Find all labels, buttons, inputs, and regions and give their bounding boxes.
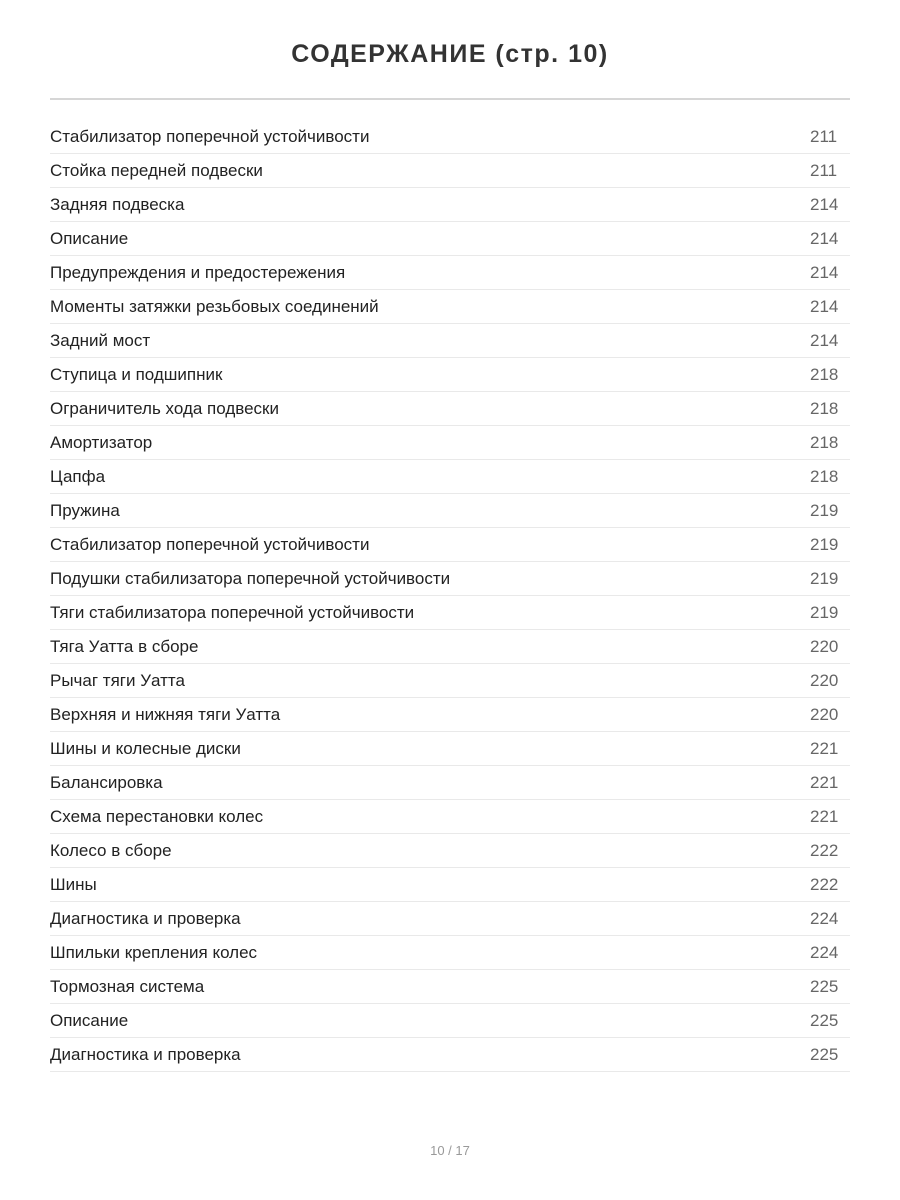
toc-entry-title: Описание [50,228,129,248]
toc-entry[interactable] [50,596,850,630]
page-title: СОДЕРЖАНИЕ (стр. 10) [291,40,609,68]
toc-entry[interactable] [50,392,850,426]
toc-entry-page: 222 [810,840,839,860]
toc-entry-page: 221 [810,772,839,792]
toc-entry[interactable] [50,800,850,834]
toc-entry-page: 211 [810,160,838,180]
toc-entry[interactable] [50,970,850,1004]
toc-entry-page: 214 [810,296,839,316]
toc-entry-page: 219 [810,534,839,554]
toc-entry-title: Верхняя и нижняя тяги Уатта [50,704,281,724]
toc-entry-page: 211 [810,126,838,146]
toc-entry[interactable] [50,528,850,562]
toc-entry-page: 220 [810,636,839,656]
toc-entry-page: 219 [810,500,839,520]
toc-entry[interactable] [50,188,850,222]
toc-entry[interactable] [50,630,850,664]
toc-entry[interactable] [50,290,850,324]
toc-entry[interactable] [50,120,850,154]
toc-entry-page: 214 [810,262,839,282]
toc-entry[interactable] [50,460,850,494]
toc-entry-page: 224 [810,942,839,962]
toc-entry-page: 219 [810,568,839,588]
toc-entry-page: 218 [810,432,839,452]
toc-entry-title: Балансировка [50,772,163,792]
toc-entry-page: 224 [810,908,839,928]
toc-entry[interactable] [50,834,850,868]
toc-entry-title: Цапфа [50,466,106,486]
toc-entry[interactable] [50,1038,850,1072]
toc-list [50,120,850,1072]
toc-entry[interactable] [50,936,850,970]
toc-entry-title: Тяга Уатта в сборе [50,636,199,656]
toc-entry-title: Пружина [50,500,120,520]
toc-entry-title: Диагностика и проверка [50,1044,241,1064]
toc-entry[interactable] [50,494,850,528]
toc-entry-title: Шины и колесные диски [50,738,241,758]
toc-entry-page: 225 [810,1044,839,1064]
title-divider [50,98,850,100]
toc-entry-title: Шины [50,874,97,894]
toc-entry-page: 221 [810,806,839,826]
toc-entry-title: Тормозная система [50,976,205,996]
toc-entry-page: 218 [810,364,839,384]
toc-entry-title: Стабилизатор поперечной устойчивости [50,534,370,554]
toc-entry-title: Колесо в сборе [50,840,172,860]
page-indicator: 10 / 17 [430,1143,470,1158]
toc-entry-page: 214 [810,330,839,350]
toc-entry-page: 214 [810,228,839,248]
toc-entry-title: Стабилизатор поперечной устойчивости [50,126,370,146]
toc-entry-page: 218 [810,466,839,486]
toc-entry-page: 218 [810,398,839,418]
toc-entry-title: Схема перестановки колес [50,806,264,826]
toc-entry[interactable] [50,256,850,290]
toc-entry-page: 225 [810,976,839,996]
toc-entry-page: 220 [810,704,839,724]
toc-entry[interactable] [50,868,850,902]
toc-entry-title: Рычаг тяги Уатта [50,670,185,690]
toc-entry[interactable] [50,902,850,936]
toc-entry-page: 214 [810,194,839,214]
toc-entry-title: Ограничитель хода подвески [50,398,279,418]
toc-entry[interactable] [50,324,850,358]
toc-entry-title: Шпильки крепления колес [50,942,258,962]
toc-entry[interactable] [50,766,850,800]
toc-entry-title: Тяги стабилизатора поперечной устойчивости [50,602,415,622]
toc-entry-page: 221 [810,738,839,758]
toc-entry-title: Стойка передней подвески [50,160,263,180]
toc-entry-title: Задняя подвеска [50,194,185,214]
toc-entry-title: Подушки стабилизатора поперечной устойчивости [50,568,451,588]
toc-entry-title: Предупреждения и предостережения [50,262,346,282]
toc-entry[interactable] [50,358,850,392]
toc-entry-title: Моменты затяжки резьбовых соединений [50,296,379,316]
toc-entry[interactable] [50,154,850,188]
toc-entry-title: Задний мост [50,330,151,350]
toc-entry-page: 220 [810,670,839,690]
toc-entry-title: Амортизатор [50,432,153,452]
toc-entry[interactable] [50,664,850,698]
toc-entry[interactable] [50,426,850,460]
toc-entry[interactable] [50,222,850,256]
toc-entry-title: Ступица и подшипник [50,364,223,384]
toc-entry-page: 222 [810,874,839,894]
toc-entry[interactable] [50,1004,850,1038]
toc-entry-title: Диагностика и проверка [50,908,241,928]
toc-entry-page: 219 [810,602,839,622]
toc-entry[interactable] [50,732,850,766]
toc-entry-page: 225 [810,1010,839,1030]
toc-entry[interactable] [50,698,850,732]
toc-entry-title: Описание [50,1010,129,1030]
toc-entry[interactable] [50,562,850,596]
